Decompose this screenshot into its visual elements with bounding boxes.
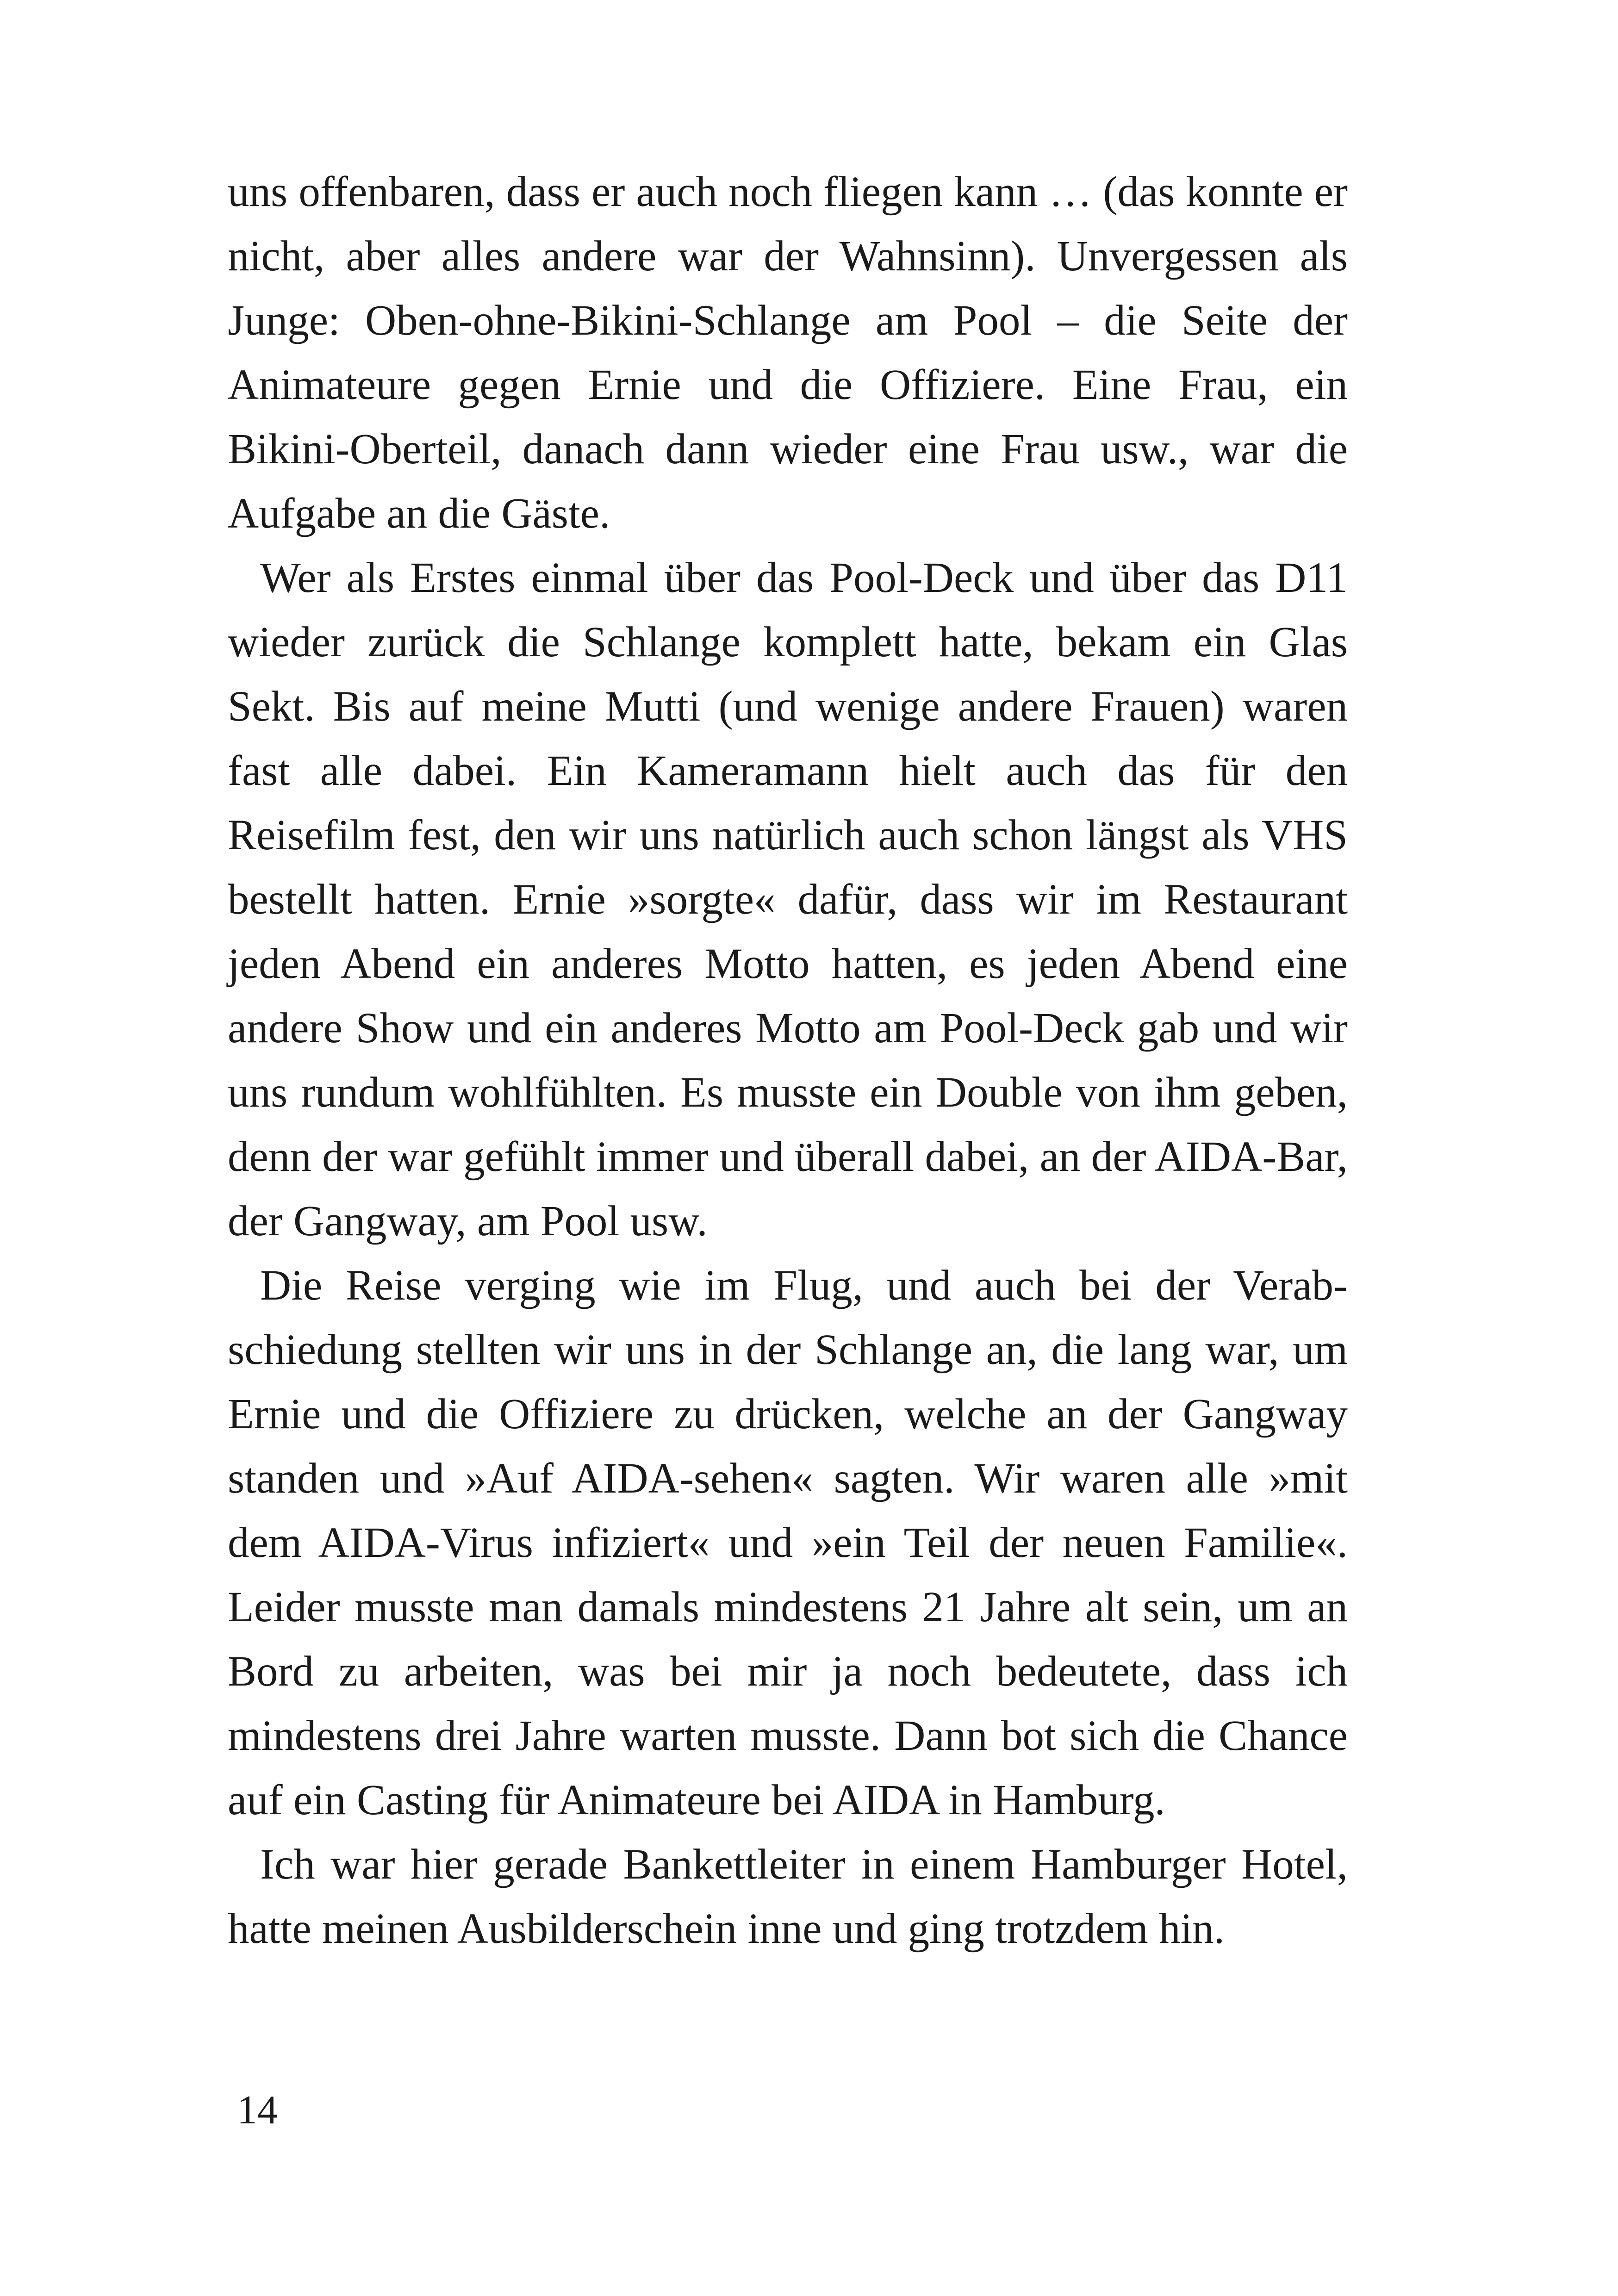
paragraph-1: uns offenbaren, dass er auch noch fliegen kann … (das konnte er nicht, aber alles andere war der Wahnsinn). Unvergessen als Junge: Oben-ohne-Bikini-Schlange am Pool – die Seite der Animateure gegen Ernie und die Offiziere. Eine Frau, ein Bikini-Oberteil, danach dann wieder eine Frau usw., war die Aufgabe an die Gäste. [228, 168, 1348, 537]
paragraph-3: Die Reise verging wie im Flug, und auch bei der Verabschiedung stellten wir uns in der Schlange an, die lang war, um Ernie und die Offiziere zu drücken, welche an der Gangway standen und »Auf AIDA-sehen« sagten. Wir waren alle »mit dem AIDA-Virus infiziert« und »ein Teil der neuen Familie«. Leider musste man damals mindestens 21 Jahre alt sein, um an Bord zu arbeiten, was bei mir ja noch bedeutete, dass ich mindestens drei Jahre warten musste. Dann bot sich die Chance auf ein Casting für Animateure bei AIDA in Hamburg. [228, 1262, 1348, 1824]
paragraph-4: Ich war hier gerade Bankettleiter in einem Hamburger Hotel, hatte meinen Ausbilderschein inne und ging trotzdem hin. [228, 1841, 1348, 1953]
paragraph-2: Wer als Erstes einmal über das Pool-Deck und über das D11 wieder zurück die Schlange komplett hatte, bekam ein Glas Sekt. Bis auf meine Mutti (und wenige andere Frauen) waren fast alle dabei. Ein Kameramann hielt auch das für den Reisefilm fest, den wir uns natürlich auch schon längst als VHS bestellt hatten. Ernie »sorgte« dafür, dass wir im Restaurant jeden Abend ein anderes Motto hatten, es jeden Abend eine andere Show und ein anderes Motto am Pool-Deck gab und wir uns rundum wohlfühlten. Es musste ein Double von ihm geben, denn der war gefühlt immer und überall dabei, an der AIDA-Bar, der Gangway, am Pool usw. [228, 554, 1348, 1245]
body-text [228, 160, 1348, 1961]
page-number: 14 [237, 2088, 278, 2133]
